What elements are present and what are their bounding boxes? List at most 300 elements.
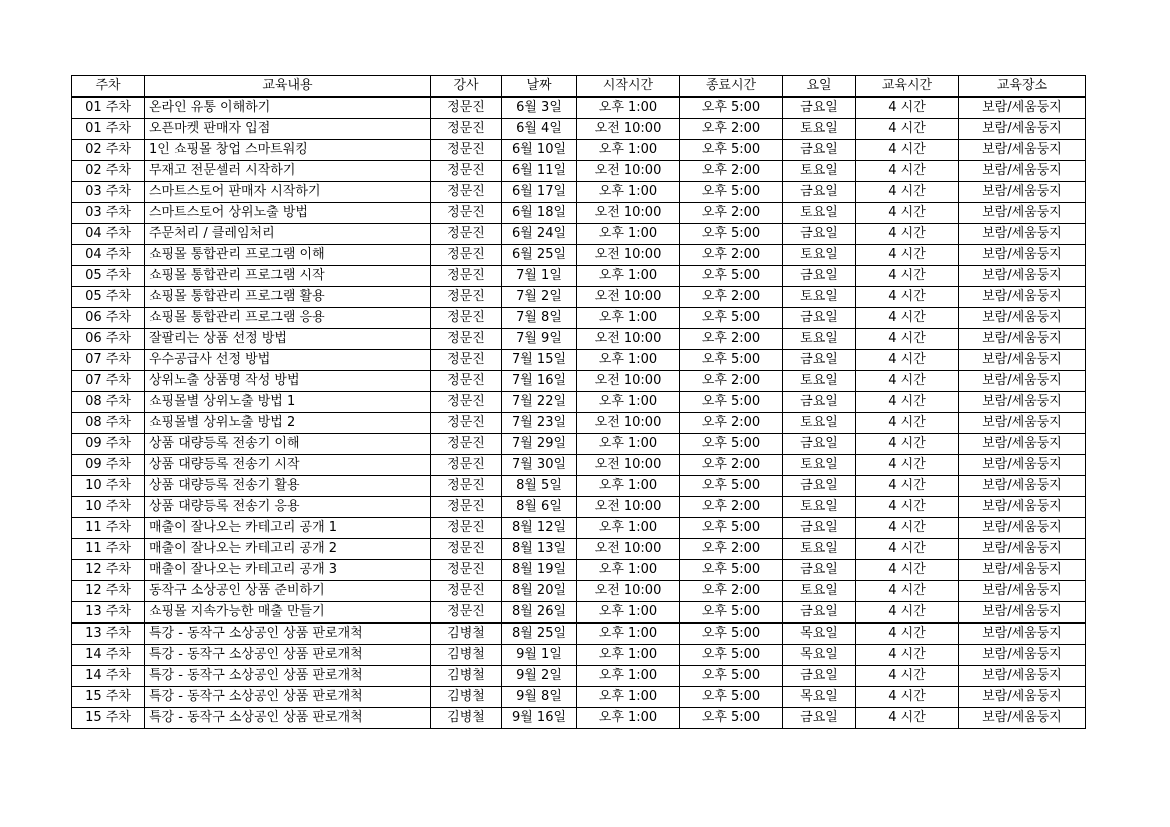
start-time-cell: 오전 10:00 xyxy=(577,455,680,476)
duration-cell: 4 시간 xyxy=(856,518,959,539)
start-time-cell: 오전 10:00 xyxy=(577,497,680,518)
start-time-cell: 오후 1:00 xyxy=(577,623,680,645)
week-cell: 05 주차 xyxy=(72,266,145,287)
instructor-cell: 정문진 xyxy=(431,161,502,182)
table-row xyxy=(72,687,1086,708)
table-row xyxy=(72,392,1086,413)
start-time-cell: 오후 1:00 xyxy=(577,602,680,624)
week-cell: 12 주차 xyxy=(72,581,145,602)
location-cell: 보람/세움둥지 xyxy=(959,413,1086,434)
date-cell: 7월 23일 xyxy=(502,413,577,434)
weekday-cell: 금요일 xyxy=(783,666,856,687)
table-row xyxy=(72,329,1086,350)
start-time-cell: 오전 10:00 xyxy=(577,413,680,434)
header-location: 교육장소 xyxy=(959,76,1086,98)
date-cell: 6월 18일 xyxy=(502,203,577,224)
weekday-cell: 토요일 xyxy=(783,287,856,308)
content-cell: 쇼핑몰 지속가능한 매출 만들기 xyxy=(145,602,431,624)
table-row xyxy=(72,140,1086,161)
week-cell: 10 주차 xyxy=(72,476,145,497)
date-cell: 8월 6일 xyxy=(502,497,577,518)
duration-cell: 4 시간 xyxy=(856,182,959,203)
instructor-cell: 정문진 xyxy=(431,350,502,371)
location-cell: 보람/세움둥지 xyxy=(959,666,1086,687)
weekday-cell: 금요일 xyxy=(783,518,856,539)
end-time-cell: 오후 5:00 xyxy=(680,266,783,287)
weekday-cell: 토요일 xyxy=(783,245,856,266)
week-cell: 08 주차 xyxy=(72,392,145,413)
duration-cell: 4 시간 xyxy=(856,266,959,287)
date-cell: 6월 25일 xyxy=(502,245,577,266)
duration-cell: 4 시간 xyxy=(856,308,959,329)
location-cell: 보람/세움둥지 xyxy=(959,371,1086,392)
date-cell: 7월 9일 xyxy=(502,329,577,350)
location-cell: 보람/세움둥지 xyxy=(959,645,1086,666)
week-cell: 04 주차 xyxy=(72,224,145,245)
location-cell: 보람/세움둥지 xyxy=(959,539,1086,560)
header-start-time: 시작시간 xyxy=(577,76,680,98)
start-time-cell: 오전 10:00 xyxy=(577,287,680,308)
start-time-cell: 오전 10:00 xyxy=(577,119,680,140)
weekday-cell: 금요일 xyxy=(783,224,856,245)
content-cell: 특강 - 동작구 소상공인 상품 판로개척 xyxy=(145,708,431,729)
duration-cell: 4 시간 xyxy=(856,666,959,687)
instructor-cell: 정문진 xyxy=(431,518,502,539)
week-cell: 12 주차 xyxy=(72,560,145,581)
start-time-cell: 오전 10:00 xyxy=(577,203,680,224)
instructor-cell: 정문진 xyxy=(431,97,502,119)
week-cell: 11 주차 xyxy=(72,518,145,539)
end-time-cell: 오후 5:00 xyxy=(680,518,783,539)
date-cell: 8월 20일 xyxy=(502,581,577,602)
table-row xyxy=(72,182,1086,203)
date-cell: 6월 4일 xyxy=(502,119,577,140)
instructor-cell: 정문진 xyxy=(431,140,502,161)
table-row xyxy=(72,161,1086,182)
date-cell: 7월 30일 xyxy=(502,455,577,476)
week-cell: 14 주차 xyxy=(72,645,145,666)
weekday-cell: 금요일 xyxy=(783,182,856,203)
start-time-cell: 오전 10:00 xyxy=(577,371,680,392)
location-cell: 보람/세움둥지 xyxy=(959,602,1086,624)
table-row xyxy=(72,645,1086,666)
table-row xyxy=(72,413,1086,434)
weekday-cell: 금요일 xyxy=(783,97,856,119)
location-cell: 보람/세움둥지 xyxy=(959,182,1086,203)
duration-cell: 4 시간 xyxy=(856,97,959,119)
content-cell: 특강 - 동작구 소상공인 상품 판로개척 xyxy=(145,645,431,666)
duration-cell: 4 시간 xyxy=(856,371,959,392)
date-cell: 8월 12일 xyxy=(502,518,577,539)
duration-cell: 4 시간 xyxy=(856,161,959,182)
weekday-cell: 토요일 xyxy=(783,497,856,518)
duration-cell: 4 시간 xyxy=(856,392,959,413)
end-time-cell: 오후 2:00 xyxy=(680,413,783,434)
end-time-cell: 오후 5:00 xyxy=(680,308,783,329)
duration-cell: 4 시간 xyxy=(856,645,959,666)
start-time-cell: 오후 1:00 xyxy=(577,687,680,708)
duration-cell: 4 시간 xyxy=(856,539,959,560)
duration-cell: 4 시간 xyxy=(856,560,959,581)
start-time-cell: 오후 1:00 xyxy=(577,97,680,119)
location-cell: 보람/세움둥지 xyxy=(959,308,1086,329)
instructor-cell: 정문진 xyxy=(431,119,502,140)
end-time-cell: 오후 2:00 xyxy=(680,287,783,308)
location-cell: 보람/세움둥지 xyxy=(959,329,1086,350)
week-cell: 14 주차 xyxy=(72,666,145,687)
location-cell: 보람/세움둥지 xyxy=(959,161,1086,182)
end-time-cell: 오후 2:00 xyxy=(680,245,783,266)
content-cell: 매출이 잘나오는 카테고리 공개 3 xyxy=(145,560,431,581)
end-time-cell: 오후 5:00 xyxy=(680,97,783,119)
start-time-cell: 오후 1:00 xyxy=(577,224,680,245)
table-row xyxy=(72,518,1086,539)
content-cell: 쇼핑몰 통합관리 프로그램 응용 xyxy=(145,308,431,329)
week-cell: 01 주차 xyxy=(72,119,145,140)
weekday-cell: 금요일 xyxy=(783,560,856,581)
duration-cell: 4 시간 xyxy=(856,623,959,645)
week-cell: 11 주차 xyxy=(72,539,145,560)
duration-cell: 4 시간 xyxy=(856,708,959,729)
week-cell: 10 주차 xyxy=(72,497,145,518)
weekday-cell: 토요일 xyxy=(783,413,856,434)
week-cell: 15 주차 xyxy=(72,687,145,708)
weekday-cell: 금요일 xyxy=(783,140,856,161)
end-time-cell: 오후 5:00 xyxy=(680,140,783,161)
end-time-cell: 오후 2:00 xyxy=(680,539,783,560)
date-cell: 6월 10일 xyxy=(502,140,577,161)
weekday-cell: 토요일 xyxy=(783,203,856,224)
start-time-cell: 오후 1:00 xyxy=(577,182,680,203)
content-cell: 특강 - 동작구 소상공인 상품 판로개척 xyxy=(145,687,431,708)
instructor-cell: 정문진 xyxy=(431,266,502,287)
duration-cell: 4 시간 xyxy=(856,350,959,371)
content-cell: 매출이 잘나오는 카테고리 공개 2 xyxy=(145,539,431,560)
content-cell: 우수공급사 선정 방법 xyxy=(145,350,431,371)
start-time-cell: 오후 1:00 xyxy=(577,666,680,687)
weekday-cell: 목요일 xyxy=(783,623,856,645)
week-cell: 13 주차 xyxy=(72,602,145,624)
table-row xyxy=(72,371,1086,392)
instructor-cell: 정문진 xyxy=(431,413,502,434)
week-cell: 13 주차 xyxy=(72,623,145,645)
table-row xyxy=(72,434,1086,455)
table-row xyxy=(72,287,1086,308)
weekday-cell: 금요일 xyxy=(783,602,856,624)
start-time-cell: 오후 1:00 xyxy=(577,140,680,161)
week-cell: 02 주차 xyxy=(72,140,145,161)
end-time-cell: 오후 2:00 xyxy=(680,329,783,350)
instructor-cell: 김병철 xyxy=(431,645,502,666)
end-time-cell: 오후 5:00 xyxy=(680,350,783,371)
location-cell: 보람/세움둥지 xyxy=(959,581,1086,602)
date-cell: 8월 13일 xyxy=(502,539,577,560)
duration-cell: 4 시간 xyxy=(856,581,959,602)
instructor-cell: 정문진 xyxy=(431,392,502,413)
week-cell: 08 주차 xyxy=(72,413,145,434)
table-row xyxy=(72,350,1086,371)
duration-cell: 4 시간 xyxy=(856,329,959,350)
table-row xyxy=(72,455,1086,476)
location-cell: 보람/세움둥지 xyxy=(959,623,1086,645)
duration-cell: 4 시간 xyxy=(856,287,959,308)
instructor-cell: 정문진 xyxy=(431,581,502,602)
content-cell: 주문처리 / 클레임처리 xyxy=(145,224,431,245)
location-cell: 보람/세움둥지 xyxy=(959,687,1086,708)
location-cell: 보람/세움둥지 xyxy=(959,287,1086,308)
week-cell: 03 주차 xyxy=(72,203,145,224)
content-cell: 특강 - 동작구 소상공인 상품 판로개척 xyxy=(145,623,431,645)
date-cell: 9월 16일 xyxy=(502,708,577,729)
location-cell: 보람/세움둥지 xyxy=(959,518,1086,539)
location-cell: 보람/세움둥지 xyxy=(959,476,1086,497)
content-cell: 스마트스토어 판매자 시작하기 xyxy=(145,182,431,203)
start-time-cell: 오후 1:00 xyxy=(577,708,680,729)
instructor-cell: 김병철 xyxy=(431,687,502,708)
start-time-cell: 오후 1:00 xyxy=(577,350,680,371)
week-cell: 06 주차 xyxy=(72,329,145,350)
weekday-cell: 금요일 xyxy=(783,476,856,497)
week-cell: 07 주차 xyxy=(72,350,145,371)
content-cell: 상품 대량등록 전송기 시작 xyxy=(145,455,431,476)
location-cell: 보람/세움둥지 xyxy=(959,203,1086,224)
content-cell: 스마트스토어 상위노출 방법 xyxy=(145,203,431,224)
end-time-cell: 오후 5:00 xyxy=(680,560,783,581)
date-cell: 7월 22일 xyxy=(502,392,577,413)
start-time-cell: 오후 1:00 xyxy=(577,518,680,539)
table-row xyxy=(72,203,1086,224)
table-row xyxy=(72,666,1086,687)
content-cell: 쇼핑몰 통합관리 프로그램 이해 xyxy=(145,245,431,266)
location-cell: 보람/세움둥지 xyxy=(959,97,1086,119)
instructor-cell: 김병철 xyxy=(431,623,502,645)
end-time-cell: 오후 2:00 xyxy=(680,371,783,392)
weekday-cell: 금요일 xyxy=(783,708,856,729)
location-cell: 보람/세움둥지 xyxy=(959,392,1086,413)
content-cell: 쇼핑몰별 상위노출 방법 1 xyxy=(145,392,431,413)
weekday-cell: 금요일 xyxy=(783,266,856,287)
weekday-cell: 토요일 xyxy=(783,161,856,182)
instructor-cell: 정문진 xyxy=(431,329,502,350)
content-cell: 무재고 전문셀러 시작하기 xyxy=(145,161,431,182)
date-cell: 7월 1일 xyxy=(502,266,577,287)
location-cell: 보람/세움둥지 xyxy=(959,140,1086,161)
instructor-cell: 정문진 xyxy=(431,203,502,224)
duration-cell: 4 시간 xyxy=(856,497,959,518)
content-cell: 온라인 유통 이해하기 xyxy=(145,97,431,119)
week-cell: 09 주차 xyxy=(72,455,145,476)
header-weekday: 요일 xyxy=(783,76,856,98)
instructor-cell: 김병철 xyxy=(431,666,502,687)
date-cell: 7월 15일 xyxy=(502,350,577,371)
weekday-cell: 목요일 xyxy=(783,645,856,666)
date-cell: 8월 5일 xyxy=(502,476,577,497)
duration-cell: 4 시간 xyxy=(856,245,959,266)
date-cell: 6월 3일 xyxy=(502,97,577,119)
content-cell: 오픈마켓 판매자 입점 xyxy=(145,119,431,140)
content-cell: 1인 쇼핑몰 창업 스마트워킹 xyxy=(145,140,431,161)
instructor-cell: 정문진 xyxy=(431,245,502,266)
content-cell: 특강 - 동작구 소상공인 상품 판로개척 xyxy=(145,666,431,687)
week-cell: 02 주차 xyxy=(72,161,145,182)
date-cell: 8월 26일 xyxy=(502,602,577,624)
header-duration: 교육시간 xyxy=(856,76,959,98)
content-cell: 잘팔리는 상품 선정 방법 xyxy=(145,329,431,350)
location-cell: 보람/세움둥지 xyxy=(959,245,1086,266)
week-cell: 01 주차 xyxy=(72,97,145,119)
table-row xyxy=(72,539,1086,560)
end-time-cell: 오후 5:00 xyxy=(680,666,783,687)
week-cell: 09 주차 xyxy=(72,434,145,455)
instructor-cell: 정문진 xyxy=(431,371,502,392)
content-cell: 쇼핑몰 통합관리 프로그램 시작 xyxy=(145,266,431,287)
header-week: 주차 xyxy=(72,76,145,98)
end-time-cell: 오후 5:00 xyxy=(680,645,783,666)
location-cell: 보람/세움둥지 xyxy=(959,119,1086,140)
week-cell: 04 주차 xyxy=(72,245,145,266)
start-time-cell: 오전 10:00 xyxy=(577,329,680,350)
header-date: 날짜 xyxy=(502,76,577,98)
instructor-cell: 정문진 xyxy=(431,434,502,455)
end-time-cell: 오후 5:00 xyxy=(680,623,783,645)
table-row xyxy=(72,708,1086,729)
weekday-cell: 토요일 xyxy=(783,455,856,476)
weekday-cell: 토요일 xyxy=(783,329,856,350)
week-cell: 06 주차 xyxy=(72,308,145,329)
table-row xyxy=(72,497,1086,518)
content-cell: 쇼핑몰별 상위노출 방법 2 xyxy=(145,413,431,434)
header-row xyxy=(72,76,1086,98)
duration-cell: 4 시간 xyxy=(856,119,959,140)
content-cell: 상품 대량등록 전송기 활용 xyxy=(145,476,431,497)
date-cell: 7월 2일 xyxy=(502,287,577,308)
start-time-cell: 오전 10:00 xyxy=(577,539,680,560)
location-cell: 보람/세움둥지 xyxy=(959,497,1086,518)
content-cell: 매출이 잘나오는 카테고리 공개 1 xyxy=(145,518,431,539)
end-time-cell: 오후 5:00 xyxy=(680,224,783,245)
instructor-cell: 정문진 xyxy=(431,602,502,624)
duration-cell: 4 시간 xyxy=(856,687,959,708)
start-time-cell: 오후 1:00 xyxy=(577,392,680,413)
duration-cell: 4 시간 xyxy=(856,476,959,497)
location-cell: 보람/세움둥지 xyxy=(959,708,1086,729)
date-cell: 6월 11일 xyxy=(502,161,577,182)
schedule-table xyxy=(71,75,1086,729)
table-row xyxy=(72,581,1086,602)
end-time-cell: 오후 5:00 xyxy=(680,687,783,708)
instructor-cell: 정문진 xyxy=(431,308,502,329)
week-cell: 15 주차 xyxy=(72,708,145,729)
weekday-cell: 목요일 xyxy=(783,687,856,708)
date-cell: 9월 1일 xyxy=(502,645,577,666)
location-cell: 보람/세움둥지 xyxy=(959,266,1086,287)
table-row xyxy=(72,97,1086,119)
end-time-cell: 오후 5:00 xyxy=(680,182,783,203)
table-row xyxy=(72,119,1086,140)
duration-cell: 4 시간 xyxy=(856,434,959,455)
weekday-cell: 금요일 xyxy=(783,434,856,455)
table-row xyxy=(72,560,1086,581)
schedule-body xyxy=(72,97,1086,729)
table-row xyxy=(72,308,1086,329)
date-cell: 8월 25일 xyxy=(502,623,577,645)
end-time-cell: 오후 2:00 xyxy=(680,203,783,224)
start-time-cell: 오후 1:00 xyxy=(577,645,680,666)
content-cell: 상품 대량등록 전송기 이해 xyxy=(145,434,431,455)
weekday-cell: 토요일 xyxy=(783,581,856,602)
location-cell: 보람/세움둥지 xyxy=(959,350,1086,371)
instructor-cell: 김병철 xyxy=(431,708,502,729)
date-cell: 6월 24일 xyxy=(502,224,577,245)
start-time-cell: 오후 1:00 xyxy=(577,476,680,497)
header-end-time: 종료시간 xyxy=(680,76,783,98)
table-row xyxy=(72,266,1086,287)
end-time-cell: 오후 5:00 xyxy=(680,434,783,455)
weekday-cell: 토요일 xyxy=(783,119,856,140)
instructor-cell: 정문진 xyxy=(431,497,502,518)
header-instructor: 강사 xyxy=(431,76,502,98)
start-time-cell: 오전 10:00 xyxy=(577,161,680,182)
table-row xyxy=(72,224,1086,245)
weekday-cell: 금요일 xyxy=(783,308,856,329)
start-time-cell: 오후 1:00 xyxy=(577,434,680,455)
location-cell: 보람/세움둥지 xyxy=(959,455,1086,476)
weekday-cell: 금요일 xyxy=(783,392,856,413)
header-content: 교육내용 xyxy=(145,76,431,98)
start-time-cell: 오후 1:00 xyxy=(577,308,680,329)
date-cell: 7월 8일 xyxy=(502,308,577,329)
date-cell: 7월 16일 xyxy=(502,371,577,392)
week-cell: 05 주차 xyxy=(72,287,145,308)
table-row xyxy=(72,245,1086,266)
duration-cell: 4 시간 xyxy=(856,203,959,224)
weekday-cell: 토요일 xyxy=(783,539,856,560)
end-time-cell: 오후 2:00 xyxy=(680,455,783,476)
instructor-cell: 정문진 xyxy=(431,560,502,581)
date-cell: 7월 29일 xyxy=(502,434,577,455)
content-cell: 상위노출 상품명 작성 방법 xyxy=(145,371,431,392)
start-time-cell: 오전 10:00 xyxy=(577,581,680,602)
end-time-cell: 오후 2:00 xyxy=(680,119,783,140)
instructor-cell: 정문진 xyxy=(431,224,502,245)
content-cell: 동작구 소상공인 상품 준비하기 xyxy=(145,581,431,602)
end-time-cell: 오후 5:00 xyxy=(680,708,783,729)
location-cell: 보람/세움둥지 xyxy=(959,434,1086,455)
instructor-cell: 정문진 xyxy=(431,287,502,308)
weekday-cell: 토요일 xyxy=(783,371,856,392)
end-time-cell: 오후 5:00 xyxy=(680,476,783,497)
content-cell: 상품 대량등록 전송기 응용 xyxy=(145,497,431,518)
content-cell: 쇼핑몰 통합관리 프로그램 활용 xyxy=(145,287,431,308)
end-time-cell: 오후 5:00 xyxy=(680,392,783,413)
date-cell: 9월 2일 xyxy=(502,666,577,687)
start-time-cell: 오전 10:00 xyxy=(577,245,680,266)
date-cell: 6월 17일 xyxy=(502,182,577,203)
date-cell: 9월 8일 xyxy=(502,687,577,708)
duration-cell: 4 시간 xyxy=(856,140,959,161)
instructor-cell: 정문진 xyxy=(431,476,502,497)
duration-cell: 4 시간 xyxy=(856,413,959,434)
duration-cell: 4 시간 xyxy=(856,224,959,245)
instructor-cell: 정문진 xyxy=(431,455,502,476)
location-cell: 보람/세움둥지 xyxy=(959,560,1086,581)
end-time-cell: 오후 2:00 xyxy=(680,161,783,182)
end-time-cell: 오후 2:00 xyxy=(680,497,783,518)
table-row xyxy=(72,623,1086,645)
instructor-cell: 정문진 xyxy=(431,182,502,203)
week-cell: 07 주차 xyxy=(72,371,145,392)
instructor-cell: 정문진 xyxy=(431,539,502,560)
